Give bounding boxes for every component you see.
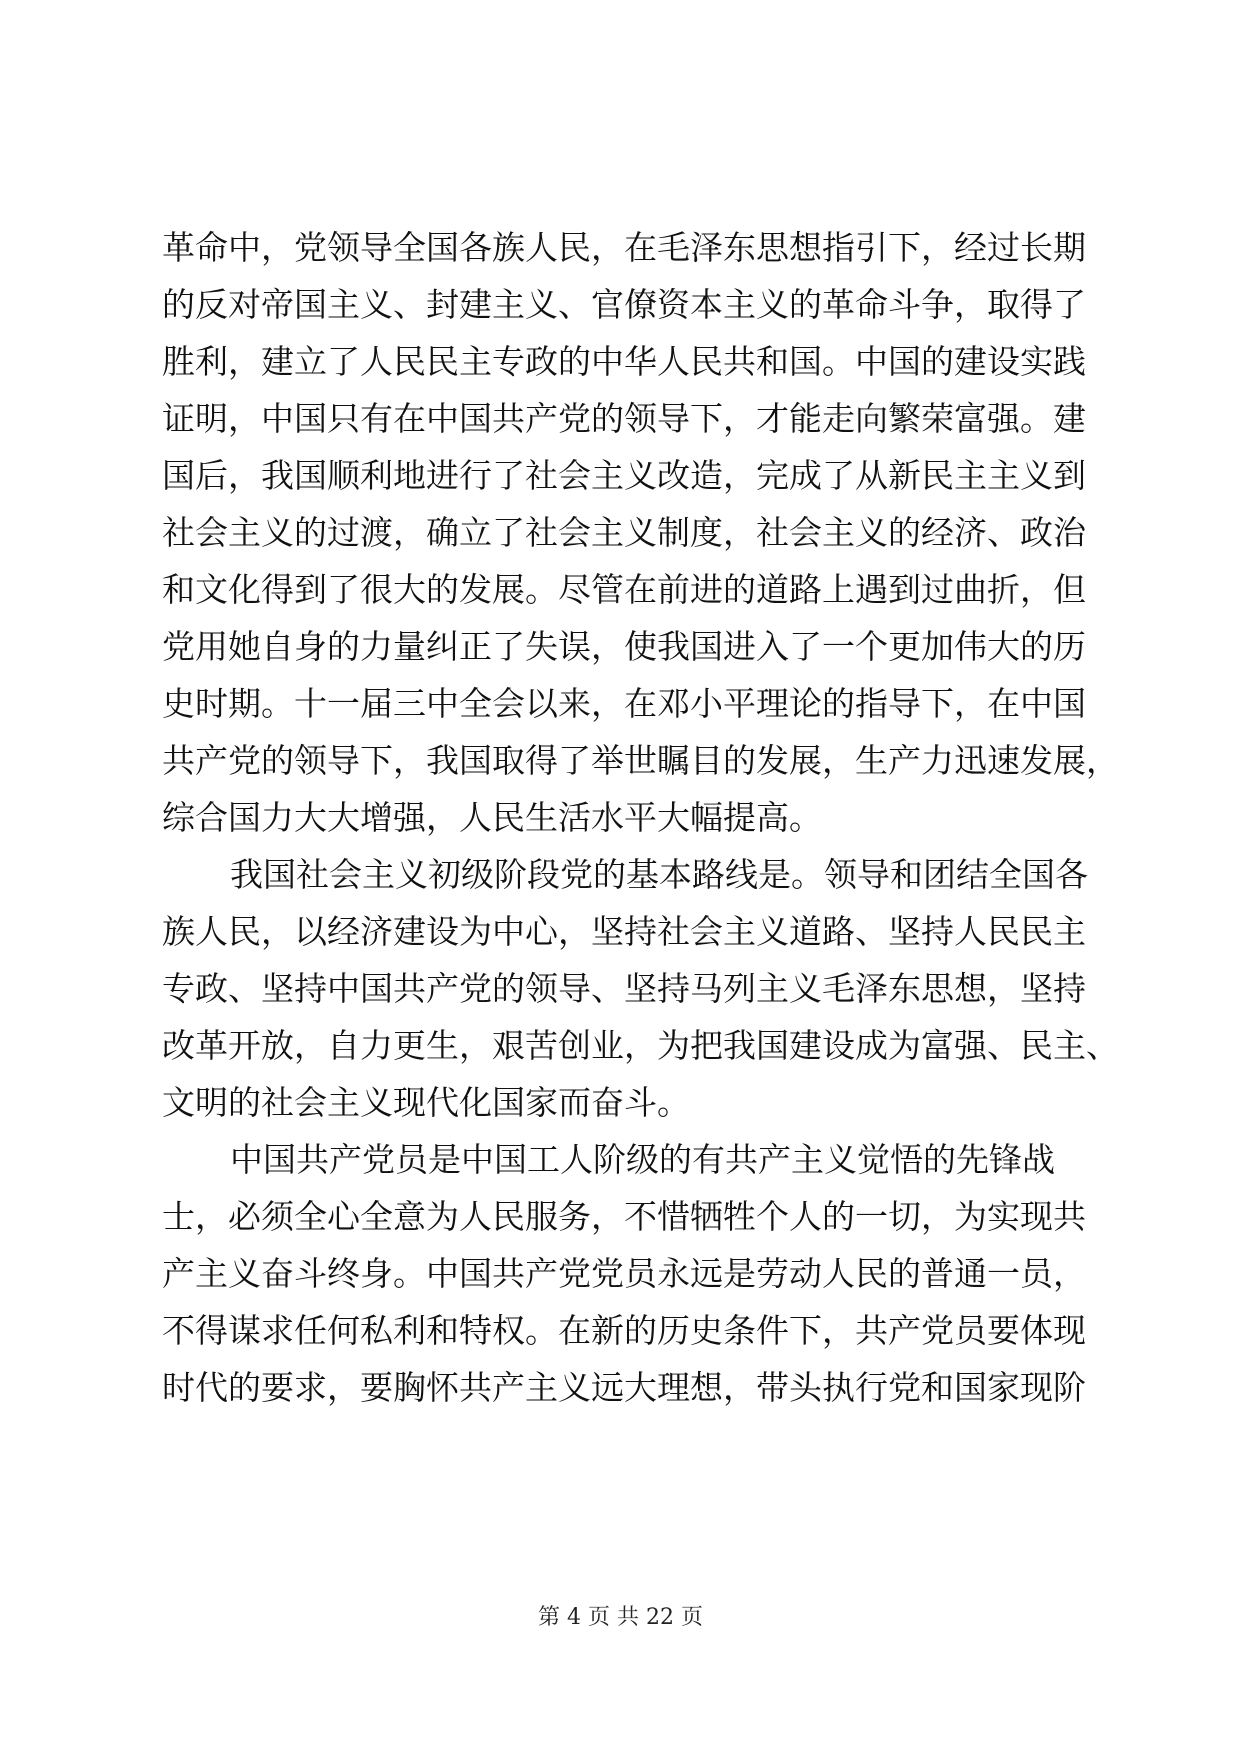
text-line: 产主义奋斗终身。中国共产党党员永远是劳动人民的普通一员， bbox=[162, 1254, 1086, 1293]
text-line: 士，必须全心全意为人民服务，不惜牺牲个人的一切，为实现共 bbox=[162, 1197, 1086, 1236]
text-line: 胜利，建立了人民民主专政的中华人民共和国。中国的建设实践 bbox=[162, 342, 1086, 381]
text-line: 证明，中国只有在中国共产党的领导下，才能走向繁荣富强。建 bbox=[162, 399, 1086, 438]
text-line: 我国社会主义初级阶段党的基本路线是。领导和团结全国各 bbox=[230, 855, 1088, 894]
text-line: 族人民，以经济建设为中心，坚持社会主义道路、坚持人民民主 bbox=[162, 912, 1086, 951]
text-line: 和文化得到了很大的发展。尽管在前进的道路上遇到过曲折，但 bbox=[162, 570, 1086, 609]
text-line: 社会主义的过渡，确立了社会主义制度，社会主义的经济、政治 bbox=[162, 513, 1086, 552]
text-line: 综合国力大大增强，人民生活水平大幅提高。 bbox=[162, 798, 822, 837]
text-line: 史时期。十一届三中全会以来，在邓小平理论的指导下，在中国 bbox=[162, 684, 1086, 723]
text-line: 国后，我国顺利地进行了社会主义改造，完成了从新民主主义到 bbox=[162, 456, 1086, 495]
text-line: 文明的社会主义现代化国家而奋斗。 bbox=[162, 1083, 690, 1122]
text-line: 时代的要求，要胸怀共产主义远大理想，带头执行党和国家现阶 bbox=[162, 1368, 1086, 1407]
text-line: 中国共产党员是中国工人阶级的有共产主义觉悟的先锋战 bbox=[230, 1140, 1055, 1179]
text-line: 革命中，党领导全国各族人民，在毛泽东思想指引下，经过长期 bbox=[162, 228, 1086, 267]
text-line: 共产党的领导下，我国取得了举世瞩目的发展，生产力迅速发展， bbox=[162, 741, 1119, 780]
text-line: 改革开放，自力更生，艰苦创业，为把我国建设成为富强、民主、 bbox=[162, 1026, 1119, 1065]
text-line: 党用她自身的力量纠正了失误，使我国进入了一个更加伟大的历 bbox=[162, 627, 1086, 666]
text-line: 不得谋求任何私利和特权。在新的历史条件下，共产党员要体现 bbox=[162, 1311, 1086, 1350]
text-line: 的反对帝国主义、封建主义、官僚资本主义的革命斗争，取得了 bbox=[162, 285, 1086, 324]
page-number-footer: 第 4 页 共 22 页 bbox=[538, 1605, 703, 1630]
text-line: 专政、坚持中国共产党的领导、坚持马列主义毛泽东思想，坚持 bbox=[162, 969, 1086, 1008]
